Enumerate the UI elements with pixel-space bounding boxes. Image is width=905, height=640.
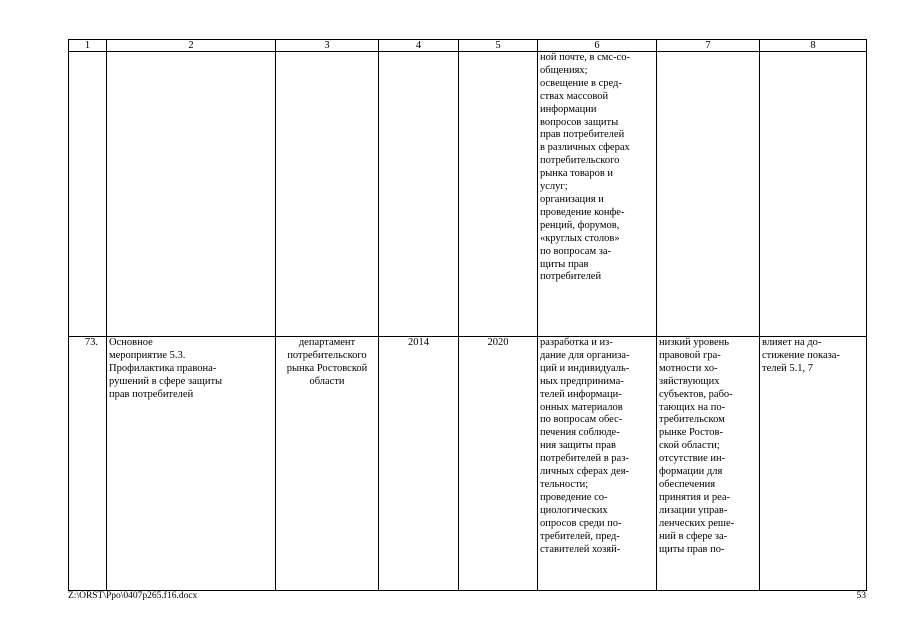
cell-text-line: рынка товаров и <box>540 168 614 180</box>
cell-text-line: ния защиты прав <box>540 440 616 452</box>
cell-empty <box>760 52 867 337</box>
cell-text-line: телей 5.1, 7 <box>762 362 814 374</box>
cell-empty <box>379 52 459 337</box>
measures-table <box>68 39 867 591</box>
table-row-continuation <box>69 52 867 337</box>
cell-text-line: ций и индивидуаль- <box>540 362 630 374</box>
column-number: 7 <box>657 40 760 52</box>
cell-text-line: ных предпринима- <box>540 375 624 387</box>
column-number: 4 <box>379 40 459 52</box>
cell-text-line: лизации управ- <box>659 504 728 516</box>
cell-empty <box>459 52 538 337</box>
cell-text-line: рынке Ростов- <box>659 427 723 439</box>
column-number: 5 <box>459 40 538 52</box>
cell-text-line: тающих на по- <box>659 401 726 413</box>
cell-text-line: ной почте, в смс-со- <box>540 52 630 63</box>
cell-measure-name <box>107 337 276 591</box>
cell-text-line: «круглых столов» <box>540 232 620 244</box>
cell-text-line: низкий уровень <box>659 337 730 348</box>
cell-text-line: прав потребителей <box>109 388 194 400</box>
cell-text-line: департамент <box>298 337 356 348</box>
cell-text-line: потребительского <box>287 349 367 361</box>
cell-text-line: щиты прав по- <box>659 543 725 555</box>
cell-text-line: принятия и реа- <box>659 491 731 503</box>
cell-text-line: формации для <box>659 466 723 478</box>
cell-text-line: личных сферах дея- <box>540 466 630 478</box>
cell-text-line: циологических <box>540 504 608 516</box>
column-number: 2 <box>107 40 276 52</box>
cell-text-line: рынка Ростовской <box>286 362 368 374</box>
cell-text-line: потребительского <box>540 155 620 167</box>
cell-consequences <box>657 337 760 591</box>
cell-end-year: 2020 <box>459 337 538 591</box>
cell-text-line: правовой гра- <box>659 349 721 361</box>
cell-text-line: Основное <box>109 337 153 348</box>
cell-activities-continued <box>538 52 657 337</box>
column-number: 8 <box>760 40 867 52</box>
cell-text-line: проведение конфе- <box>540 206 625 218</box>
cell-text-line: субъектов, рабо- <box>659 388 733 400</box>
footer-page-number: 53 <box>856 591 866 601</box>
cell-text-line: информации <box>540 103 597 115</box>
cell-activities <box>538 337 657 591</box>
column-number-row <box>69 40 867 52</box>
cell-empty <box>657 52 760 337</box>
cell-text-line: по вопросам за- <box>540 245 612 257</box>
cell-text-line: требителей, пред- <box>540 530 620 542</box>
cell-text-line: стижение показа- <box>762 349 840 361</box>
cell-text-line: ний в сфере за- <box>659 530 728 542</box>
cell-text-line: прав потребителей <box>540 129 625 141</box>
cell-text-line: ренций, форумов, <box>540 219 620 231</box>
cell-text-line: щиты прав <box>540 258 589 270</box>
cell-text-line: зяйствующих <box>659 375 720 387</box>
cell-empty <box>107 52 276 337</box>
cell-text-line: обеспечения <box>659 478 716 490</box>
cell-text-line: организация и <box>540 193 604 205</box>
cell-text-line: проведение со- <box>540 491 608 503</box>
cell-text-line: по вопросам обес- <box>540 414 623 426</box>
cell-text-line: разработка и из- <box>540 337 613 348</box>
cell-text-line: онных материалов <box>540 401 623 413</box>
cell-empty <box>69 52 107 337</box>
cell-text-line: потребителей в раз- <box>540 453 629 465</box>
column-number: 6 <box>538 40 657 52</box>
cell-text-line: требительском <box>659 414 725 426</box>
cell-text-line: области <box>309 375 345 387</box>
cell-executor <box>276 337 379 591</box>
cell-text-line: в различных сферах <box>540 142 630 154</box>
cell-start-year: 2014 <box>379 337 459 591</box>
cell-text-line: опросов среди по- <box>540 517 622 529</box>
cell-text-line: тельности; <box>540 478 589 490</box>
cell-indicators <box>760 337 867 591</box>
cell-text-line: телей информаци- <box>540 388 622 400</box>
cell-text-line: влияет на до- <box>762 337 822 348</box>
cell-text-line: ской области; <box>659 440 720 452</box>
cell-text-line: услуг; <box>540 181 568 193</box>
cell-text-line: рушений в сфере защиты <box>109 375 223 387</box>
column-number: 3 <box>276 40 379 52</box>
cell-text-line: дание для организа- <box>540 349 630 361</box>
cell-text-line: освещение в сред- <box>540 77 622 89</box>
cell-text-line: потребителей <box>540 271 602 283</box>
cell-text-line: печения соблюде- <box>540 427 620 439</box>
cell-text-line: ленческих реше- <box>659 517 735 529</box>
cell-text-line: ствах массовой <box>540 90 609 102</box>
column-number: 1 <box>69 40 107 52</box>
table-row-73 <box>69 337 867 591</box>
cell-row-number: 73. <box>69 337 107 591</box>
cell-text-line: Профилактика правона- <box>109 362 217 374</box>
cell-text-line: мотности хо- <box>659 362 718 374</box>
footer-file-path: Z:\ORST\Ppo\0407p265.f16.docx <box>68 591 198 601</box>
cell-text-line: ставителей хозяй- <box>540 543 621 555</box>
cell-text-line: вопросов защиты <box>540 116 619 128</box>
cell-text-line: отсутствие ин- <box>659 453 726 465</box>
cell-text-line: мероприятие 5.3. <box>109 349 186 361</box>
cell-text-line: общениях; <box>540 64 588 76</box>
cell-empty <box>276 52 379 337</box>
